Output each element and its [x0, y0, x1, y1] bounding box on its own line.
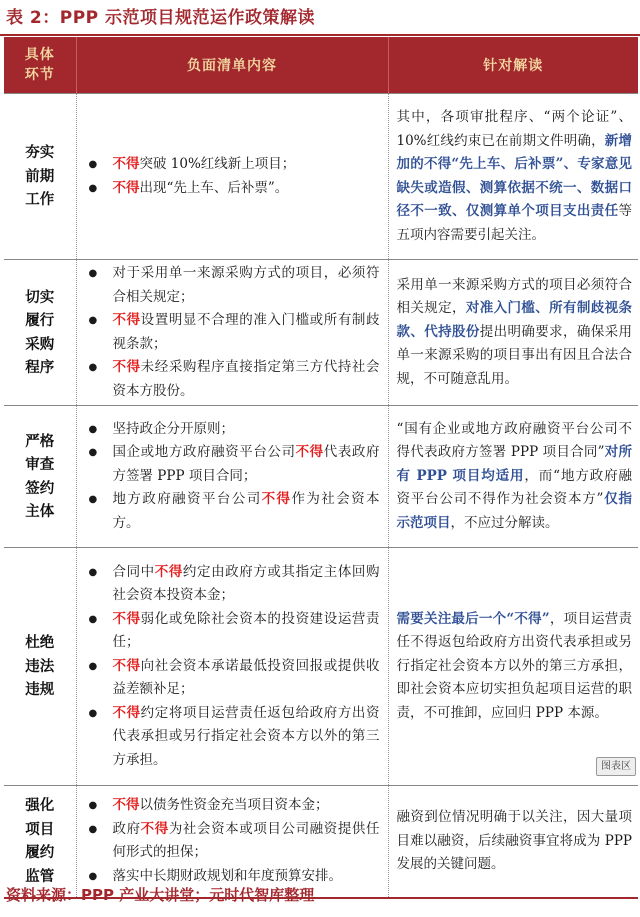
interpretation-cell — [388, 548, 638, 786]
stage-label: 杜绝 违法 违规 — [25, 634, 55, 699]
list-item — [83, 262, 380, 309]
text-segment: 提出明确要求，确保采用单一来源采购的项目事出有因且合法合规，不可随意乱用。 — [396, 323, 632, 387]
prohibition-keyword: 不得 — [112, 312, 141, 328]
negative-list — [83, 153, 380, 200]
stage-label: 切实 履行 采购 程序 — [25, 288, 55, 376]
negative-list — [83, 794, 380, 888]
list-item — [83, 702, 380, 773]
negative-list — [83, 262, 380, 403]
list-item — [83, 441, 380, 488]
text-segment: ，而“地方政府融资平台公司不得作为社会资本方” — [396, 467, 632, 508]
prohibition-keyword: 不得 — [112, 797, 140, 814]
list-item — [83, 794, 380, 818]
text-segment: 设置明显不合理的准入门槛或所有制歧视条款； — [112, 312, 380, 352]
prohibition-keyword: 不得 — [112, 704, 141, 721]
table-row — [4, 260, 638, 406]
prohibition-keyword: 不得 — [112, 610, 141, 627]
text-segment: 约定由政府方或其指定主体回购社会资本投资本金； — [112, 563, 380, 604]
highlight-text: 对所有 PPP 项目均适用 — [396, 444, 633, 484]
table-title: 表 2：PPP 示范项目规范运作政策解读 — [6, 8, 316, 28]
text-segment: 约定将项目运营责任返包给政府方出资代表承担或另行指定社会资本方以外的第三方承担。 — [112, 704, 380, 768]
negative-list — [83, 418, 380, 536]
text-segment: 代表政府方签署 PPP 项目合同； — [112, 444, 380, 484]
interpretation-cell — [388, 406, 638, 548]
text-segment: 地方政府融资平台公司 — [112, 491, 262, 508]
highlight-text: 仅指示范项目 — [396, 491, 632, 531]
stage-cell — [4, 548, 76, 786]
text-segment: 国企或地方政府融资平台公司 — [112, 444, 296, 461]
highlight-text: 需要关注最后一个“不得” — [396, 610, 550, 627]
text-segment: 以债务性资金充当项目资本金； — [139, 797, 329, 814]
text-segment: 出现“先上车、后补票”。 — [139, 179, 289, 196]
table-row — [4, 548, 638, 786]
list-item — [83, 488, 380, 535]
highlight-text: 新增加的不得“先上车、后补票”、专家意见缺失或造假、测算依据不统一、数据口径不一致、仅测算单个项目支出责任 — [396, 132, 632, 219]
text-segment: “国有企业或地方政府融资平台公司不得代表政府方签署 PPP 项目合同” — [396, 420, 632, 461]
figure-area-button[interactable]: 图表区 — [596, 757, 636, 776]
text-segment: 融资到位情况明确于以关注，因大量项目难以融资，后续融资事宜将成为 PPP 发展的关键问题。 — [396, 809, 632, 872]
header-content: 负面清单内容 — [76, 37, 388, 94]
prohibition-keyword: 不得 — [112, 179, 140, 196]
list-item — [83, 655, 380, 702]
text-segment: 合同中 — [112, 563, 155, 580]
text-segment: 对于采用单一来源采购方式的项目，必须符合相关规定； — [112, 265, 380, 305]
text-segment: 其中，各项审批程序、“两个论证”、10%红线约束已在前期文件明确， — [396, 109, 632, 149]
stage-cell — [4, 786, 76, 898]
list-item — [83, 418, 380, 442]
table-row — [4, 786, 638, 898]
list-item — [83, 309, 380, 356]
text-segment: 政府 — [112, 820, 141, 837]
negative-list-cell — [76, 406, 388, 548]
stage-cell — [4, 94, 76, 260]
negative-list-cell — [76, 94, 388, 260]
text-segment: 弱化或免除社会资本的投资建设运营责任； — [112, 610, 380, 651]
prohibition-keyword: 不得 — [140, 820, 169, 837]
table-header-row — [4, 37, 638, 94]
prohibition-keyword: 不得 — [112, 657, 141, 674]
list-item — [83, 818, 380, 865]
list-item — [83, 561, 380, 608]
header-interp: 针对解读 — [388, 37, 638, 94]
interpretation-cell — [388, 786, 638, 898]
list-item — [83, 356, 380, 403]
text-segment: 向社会资本承诺最低投资回报或提供收益差额补足； — [112, 657, 380, 698]
stage-cell — [4, 260, 76, 406]
source-note: 资料来源：PPP 产业大讲堂；元时代智库整理 — [6, 886, 315, 904]
text-segment: 坚持政企分开原则； — [112, 420, 234, 437]
interpretation-cell — [388, 94, 638, 260]
stage-cell — [4, 406, 76, 548]
text-segment: 突破 10%红线新上项目； — [139, 156, 296, 172]
negative-list-cell — [76, 260, 388, 406]
prohibition-keyword: 不得 — [295, 444, 324, 461]
prohibition-keyword: 不得 — [261, 491, 292, 508]
prohibition-keyword: 不得 — [112, 359, 141, 375]
list-item — [83, 608, 380, 655]
text-segment: 采用单一来源采购方式的项目必须符合相关规定， — [396, 276, 632, 317]
header-stage: 具体 环节 — [4, 37, 76, 94]
negative-list-cell — [76, 548, 388, 786]
text-segment: ，不应过分解读。 — [450, 514, 559, 531]
table-row — [4, 94, 638, 260]
stage-label: 强化 项目 履约 监管 — [25, 797, 55, 885]
text-segment: ，项目运营责任不得返包给政府方出资代表承担或另行指定社会资本方以外的第三方承担，即社会资本应切实担负起项目运营的职责，不可推卸，应回归 PPP 本源。 — [396, 610, 633, 721]
highlight-text: 对准入门槛、所有制歧视条款、代持股份 — [396, 300, 632, 340]
interpretation-cell — [388, 260, 638, 406]
negative-list — [83, 561, 380, 773]
text-segment: 落实中长期财政规划和年度预算安排。 — [112, 867, 342, 884]
stage-label: 夯实 前期 工作 — [25, 144, 55, 209]
prohibition-keyword: 不得 — [154, 563, 183, 580]
policy-table — [4, 37, 638, 899]
table-row — [4, 406, 638, 548]
list-item — [83, 153, 380, 177]
prohibition-keyword: 不得 — [112, 156, 140, 172]
text-segment: 为社会资本或项目公司融资提供任何形式的担保； — [112, 820, 380, 861]
text-segment: 未经采购程序直接指定第三方代持社会资本方股份。 — [112, 359, 380, 399]
stage-label: 严格 审查 签约 主体 — [25, 432, 55, 520]
list-item — [83, 177, 380, 201]
text-segment: 作为社会资本方。 — [112, 491, 380, 531]
title-divider — [0, 34, 640, 36]
text-segment: 等五项内容需要引起关注。 — [396, 203, 632, 243]
negative-list-cell — [76, 786, 388, 898]
